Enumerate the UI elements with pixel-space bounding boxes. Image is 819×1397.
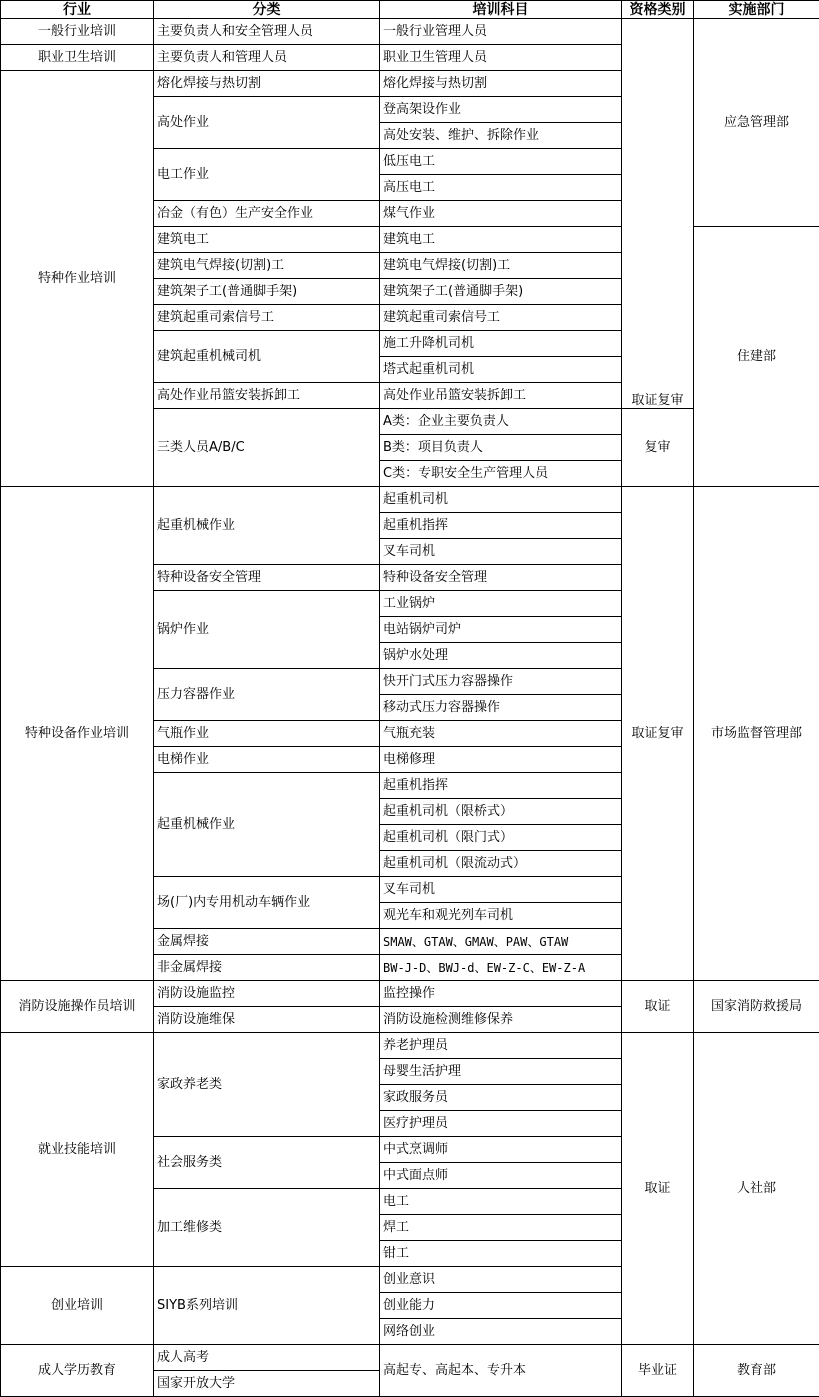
table-row	[1, 981, 819, 1007]
category-cell: 消防设施维保	[154, 1007, 380, 1033]
subject-cell: 高压电工	[380, 175, 622, 201]
subject-cell: 建筑电气焊接(切割)工	[380, 253, 622, 279]
subject-cell: 高处安装、维护、拆除作业	[380, 123, 622, 149]
subject-cell: 起重机指挥	[380, 773, 622, 799]
category-cell: 建筑电气焊接(切割)工	[154, 253, 380, 279]
subject-cell: B类：项目负责人	[380, 435, 622, 461]
qualification-cell: 取证复审	[622, 487, 694, 981]
table-body	[1, 19, 819, 1397]
header-qualification: 资格类别	[622, 1, 694, 19]
subject-cell: 电工	[380, 1189, 622, 1215]
category-cell: 主要负责人和管理人员	[154, 45, 380, 71]
subject-cell: 煤气作业	[380, 201, 622, 227]
industry-cell: 特种设备作业培训	[1, 487, 154, 981]
category-cell: 社会服务类	[154, 1137, 380, 1189]
subject-cell: 电梯修理	[380, 747, 622, 773]
category-cell: 非金属焊接	[154, 955, 380, 981]
industry-cell: 就业技能培训	[1, 1033, 154, 1267]
subject-cell: 建筑架子工(普通脚手架)	[380, 279, 622, 305]
qualification-cell: 取证	[622, 981, 694, 1033]
category-cell: 主要负责人和安全管理人员	[154, 19, 380, 45]
table-row	[1, 487, 819, 513]
subject-cell: 熔化焊接与热切割	[380, 71, 622, 97]
subject-cell: 叉车司机	[380, 539, 622, 565]
industry-cell: 消防设施操作员培训	[1, 981, 154, 1033]
category-cell: 国家开放大学	[154, 1371, 380, 1397]
subject-cell: 一般行业管理人员	[380, 19, 622, 45]
subject-cell: 低压电工	[380, 149, 622, 175]
header-row	[1, 1, 819, 19]
category-cell: 压力容器作业	[154, 669, 380, 721]
subject-cell: C类：专职安全生产管理人员	[380, 461, 622, 487]
category-cell: 起重机械作业	[154, 487, 380, 565]
table-row	[1, 1345, 819, 1371]
subject-cell: 高处作业吊篮安装拆卸工	[380, 383, 622, 409]
subject-cell: 气瓶充装	[380, 721, 622, 747]
category-cell: 加工维修类	[154, 1189, 380, 1267]
category-cell: 起重机械作业	[154, 773, 380, 877]
subject-cell: 养老护理员	[380, 1033, 622, 1059]
industry-cell: 创业培训	[1, 1267, 154, 1345]
category-cell: 特种设备安全管理	[154, 565, 380, 591]
department-cell: 教育部	[694, 1345, 819, 1397]
subject-cell: 建筑起重司索信号工	[380, 305, 622, 331]
department-cell: 住建部	[694, 227, 819, 487]
subject-cell: 起重机司机（限门式）	[380, 825, 622, 851]
subject-cell: 特种设备安全管理	[380, 565, 622, 591]
department-cell: 国家消防救援局	[694, 981, 819, 1033]
category-cell: 建筑电工	[154, 227, 380, 253]
department-cell: 应急管理部	[694, 19, 819, 227]
subject-cell: 焊工	[380, 1215, 622, 1241]
subject-cell: 监控操作	[380, 981, 622, 1007]
industry-cell: 一般行业培训	[1, 19, 154, 45]
subject-cell: 家政服务员	[380, 1085, 622, 1111]
category-cell: 熔化焊接与热切割	[154, 71, 380, 97]
category-cell: 高处作业吊篮安装拆卸工	[154, 383, 380, 409]
category-cell: 锅炉作业	[154, 591, 380, 669]
table-row	[1, 1033, 819, 1059]
header-category: 分类	[154, 1, 380, 19]
category-cell: 成人高考	[154, 1345, 380, 1371]
category-cell: 场(厂)内专用机动车辆作业	[154, 877, 380, 929]
category-cell: 建筑架子工(普通脚手架)	[154, 279, 380, 305]
category-cell: 建筑起重司索信号工	[154, 305, 380, 331]
subject-cell: 移动式压力容器操作	[380, 695, 622, 721]
category-cell: 金属焊接	[154, 929, 380, 955]
subject-cell: 网络创业	[380, 1319, 622, 1345]
subject-cell: 医疗护理员	[380, 1111, 622, 1137]
subject-cell: 消防设施检测维修保养	[380, 1007, 622, 1033]
category-cell: 冶金（有色）生产安全作业	[154, 201, 380, 227]
subject-cell: 职业卫生管理人员	[380, 45, 622, 71]
subject-cell: 中式面点师	[380, 1163, 622, 1189]
subject-cell: 起重机司机（限桥式）	[380, 799, 622, 825]
subject-cell: 观光车和观光列车司机	[380, 903, 622, 929]
subject-cell: 塔式起重机司机	[380, 357, 622, 383]
industry-cell: 成人学历教育	[1, 1345, 154, 1397]
subject-cell: 锅炉水处理	[380, 643, 622, 669]
category-cell: 高处作业	[154, 97, 380, 149]
header-industry: 行业	[1, 1, 154, 19]
subject-cell: 起重机司机（限流动式）	[380, 851, 622, 877]
subject-cell: 起重机司机	[380, 487, 622, 513]
subject-cell: BW-J-D、BWJ-d、EW-Z-C、EW-Z-A	[380, 955, 622, 981]
category-cell: 家政养老类	[154, 1033, 380, 1137]
category-cell: 电工作业	[154, 149, 380, 201]
industry-cell: 职业卫生培训	[1, 45, 154, 71]
subject-cell: 建筑电工	[380, 227, 622, 253]
subject-cell: 工业锅炉	[380, 591, 622, 617]
category-cell: 消防设施监控	[154, 981, 380, 1007]
industry-cell: 特种作业培训	[1, 71, 154, 487]
category-cell: 电梯作业	[154, 747, 380, 773]
subject-cell: 快开门式压力容器操作	[380, 669, 622, 695]
subject-cell: A类：企业主要负责人	[380, 409, 622, 435]
qualification-cell: 取证复审	[622, 19, 694, 409]
subject-cell: 叉车司机	[380, 877, 622, 903]
qualification-cell: 复审	[622, 409, 694, 487]
qualification-cell: 毕业证	[622, 1345, 694, 1397]
subject-cell: 起重机指挥	[380, 513, 622, 539]
subject-cell: 施工升降机司机	[380, 331, 622, 357]
category-cell: 三类人员A/B/C	[154, 409, 380, 487]
subject-cell: 创业意识	[380, 1267, 622, 1293]
subject-cell: 钳工	[380, 1241, 622, 1267]
table-row	[1, 19, 819, 45]
header-subject: 培训科目	[380, 1, 622, 19]
category-cell: SIYB系列培训	[154, 1267, 380, 1345]
category-cell: 气瓶作业	[154, 721, 380, 747]
category-cell: 建筑起重机械司机	[154, 331, 380, 383]
subject-cell: 电站锅炉司炉	[380, 617, 622, 643]
subject-cell: 高起专、高起本、专升本	[380, 1345, 622, 1397]
department-cell: 人社部	[694, 1033, 819, 1345]
subject-cell: 中式烹调师	[380, 1137, 622, 1163]
department-cell: 市场监督管理部	[694, 487, 819, 981]
subject-cell: SMAW、GTAW、GMAW、PAW、GTAW	[380, 929, 622, 955]
subject-cell: 登高架设作业	[380, 97, 622, 123]
subject-cell: 创业能力	[380, 1293, 622, 1319]
header-department: 实施部门	[694, 1, 819, 19]
subject-cell: 母婴生活护理	[380, 1059, 622, 1085]
qualification-cell: 取证	[622, 1033, 694, 1345]
